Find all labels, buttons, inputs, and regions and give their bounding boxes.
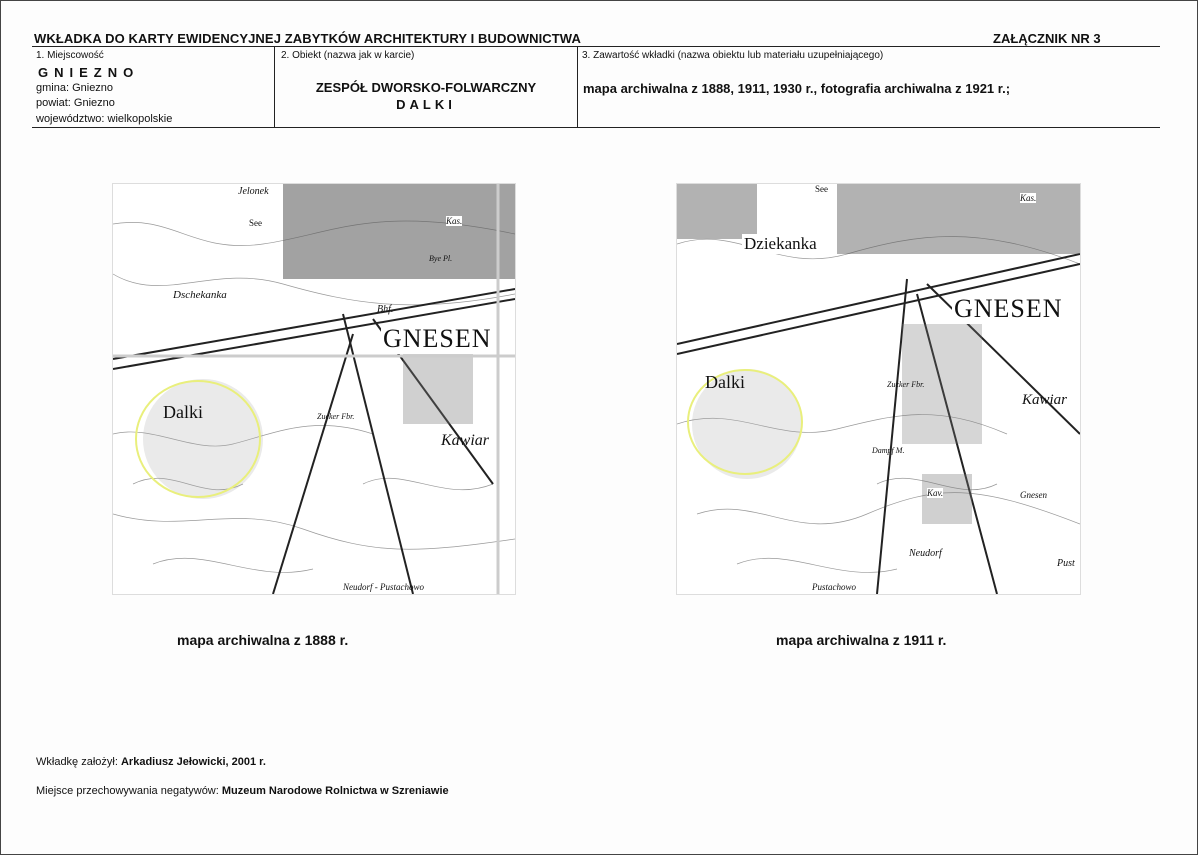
author-line bbox=[36, 756, 266, 768]
storage-label: Miejsce przechowywania negatywów: bbox=[36, 785, 219, 797]
map-label-gnesen: GNESEN bbox=[383, 324, 492, 353]
map-label-gnesen: GNESEN bbox=[954, 294, 1063, 323]
map-label-pustachowo: Pustachowo bbox=[812, 582, 856, 592]
object-name-line2: DALKI bbox=[396, 97, 456, 112]
caption-1888: mapa archiwalna z 1888 r. bbox=[177, 632, 349, 648]
map-label-dalki: Dalki bbox=[705, 372, 745, 392]
map-label-see: See bbox=[815, 184, 828, 194]
header-rule bbox=[32, 46, 1160, 47]
map-label-see: See bbox=[249, 218, 262, 228]
map-label-kav: Kav. bbox=[927, 488, 944, 498]
attachment-number: ZAŁĄCZNIK NR 3 bbox=[993, 31, 1101, 46]
map-label-dampf: Dampf M. bbox=[872, 446, 905, 455]
map-label-kawiary: Kawiar bbox=[1022, 392, 1068, 408]
voivodeship-text: województwo: wielkopolskie bbox=[36, 113, 173, 125]
map-label-zucker: Zucker Fbr. bbox=[887, 380, 925, 389]
map-label-byepl: Bye Pl. bbox=[429, 254, 453, 263]
column-divider-2 bbox=[577, 46, 578, 128]
contents-label: 3. Zawartość wkładki (nazwa obiektu lub materiału uzupełniającego) bbox=[582, 50, 884, 61]
map-label-dschekanka: Dschekanka bbox=[173, 289, 227, 301]
table-bottom-rule bbox=[32, 127, 1160, 128]
object-name-line1: ZESPÓŁ DWORSKO-FOLWARCZNY bbox=[315, 80, 537, 95]
map-label-pust: Pust bbox=[1057, 558, 1075, 569]
map-label-gnesen2: Gnesen bbox=[1020, 490, 1047, 500]
map-label-kawiary: Kawiar bbox=[441, 432, 490, 449]
object-label: 2. Obiekt (nazwa jak w karcie) bbox=[281, 50, 415, 61]
map-label-kas: Kas. bbox=[446, 216, 463, 226]
storage-line bbox=[36, 785, 449, 797]
map-label-kas: Kas. bbox=[1020, 193, 1037, 203]
city-name: GNIEZNO bbox=[38, 65, 140, 80]
storage-place: Muzeum Narodowe Rolnictwa w Szreniawie bbox=[221, 785, 449, 797]
locality-label: 1. Miejscowość bbox=[36, 50, 104, 61]
archival-map-1911 bbox=[676, 183, 1081, 595]
caption-1911: mapa archiwalna z 1911 r. bbox=[776, 632, 947, 648]
document-title: WKŁADKA DO KARTY EWIDENCYJNEJ ZABYTKÓW ARCHITEKTURY I BUDOWNICTWA bbox=[34, 31, 581, 46]
gmina-text: gmina: Gniezno bbox=[36, 82, 114, 94]
map-label-neudorf: Neudorf - Pustachowo bbox=[343, 582, 424, 592]
contents-text: mapa archiwalna z 1888, 1911, 1930 r., fotografia archiwalna z 1921 r.; bbox=[583, 81, 1011, 96]
map-label-zucker: Zucker Fbr. bbox=[317, 412, 355, 421]
column-divider-1 bbox=[274, 46, 275, 128]
map-1888-drawing bbox=[113, 184, 515, 594]
map-label-jelonek: Jelonek bbox=[238, 186, 269, 197]
map-label-bhf: Bhf. bbox=[377, 304, 394, 315]
archival-map-1888 bbox=[112, 183, 516, 595]
map-label-dziekanka: Dziekanka bbox=[744, 234, 817, 253]
author-name: Arkadiusz Jełowicki, 2001 r. bbox=[120, 756, 266, 768]
map-label-neudorf: Neudorf bbox=[909, 548, 942, 559]
powiat-text: powiat: Gniezno bbox=[36, 97, 115, 109]
map-label-dalki: Dalki bbox=[163, 402, 203, 422]
author-label: Wkładkę założył: bbox=[36, 756, 118, 768]
